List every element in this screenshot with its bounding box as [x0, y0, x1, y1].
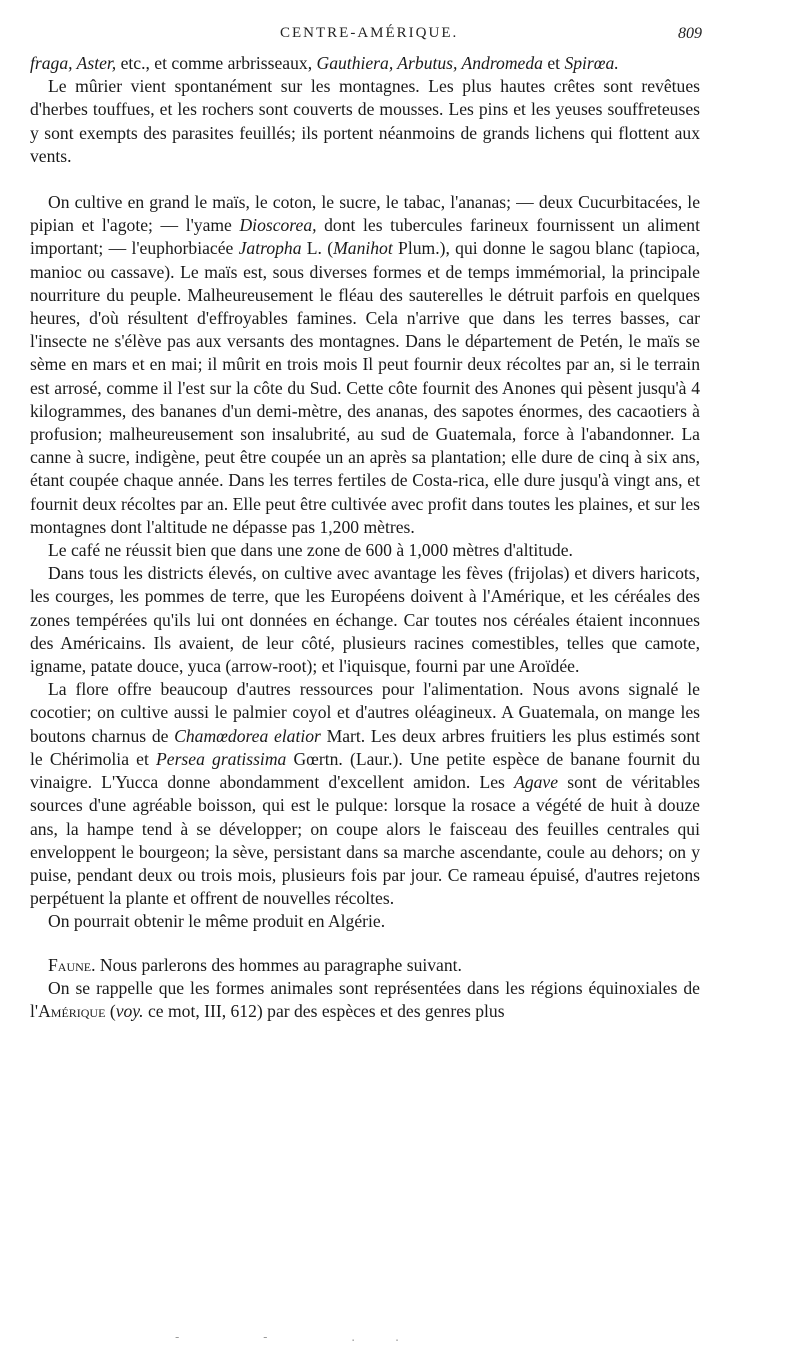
paragraph-cultivation: On cultive en grand le maïs, le coton, le sucre, le tabac, l'ananas; — deux Cucurbitacées, le pipian et l'agote; — l'yame Dioscorea, dont les tubercules farineux fournissent un aliment important; — l'euphorbiacée Jatropha L. (Manihot Plum.), qui donne le sagou blanc (tapioca, manioc ou cassave). Le maïs est, sous diverses formes et de temps immémorial, la principale nourriture du peuple. Malheureusement le fléau des sauterelles le détruit parfois en quelques heures, d'où résultent d'effroyables famines. Cela n'arrive que dans les terres basses, car l'insecte ne s'élève pas aux versants des montagnes. Dans le département de Petén, le maïs se sème en mars et en mai; il mûrit en trois mois Il peut fournir deux récoltes par an, si le terrain est arrosé, comme il l'est sur la côte du Sud. Cette côte fournit des Anones qui pèsent jusqu'à 4 kilogrammes, des bananes d'un demi-mètre, des ananas, des sapotes énormes, des cacaotiers à profusion; malheureusement son insalubrité, au sud de Guatemala, force à l'abandonner. La canne à sucre, indigène, peut être coupée un an après sa plantation; elle dure de cinq à six ans, étant coupée chaque année. Dans les terres fertiles de Costa-rica, elle dure jusqu'à vingt ans, et fournit deux récoltes par an. Elle peut être cultivée avec profit dans toutes les plaines, et sur les montagnes dont l'altitude ne dépasse pas 1,200 mètres. [30, 192, 701, 537]
paragraph-animal-forms: On se rappelle que les formes animales sont représentées dans les régions équinoxiales de l'Amérique (voy. ce mot, III, 612) par des espèces et des genres plus [30, 977, 700, 1021]
page-number: 809 [678, 25, 702, 42]
book-page [30, 22, 700, 1023]
spacer [30, 168, 700, 191]
paragraph-algeria: On pourrait obtenir le même produit en Algérie. [48, 911, 386, 932]
paragraph-flora: La flore offre beaucoup d'autres ressources pour l'alimentation. Nous avons signalé le cocotier; on cultive aussi le palmier coyol et d'autres oléagineux. A Guatemala, on mange les boutons charnus de Chamœdorea elatior Mart. Les deux arbres fruitiers les plus estimés sont le Chérimolia et Persea gratissima Gœrtn. (Laur.). Une petite espèce de banane fournit du vinaigre. L'Yucca donne abondamment d'excellent amidon. Les Agave sont de véritables sources d'une agréable boisson, qui est le pulque: lorsque la rosace a végété de huit à douze ans, la hampe tend à se développer; on coupe alors le faisceau des feuilles centrales qui enveloppent le bourgeon; la sève, persistant dans sa marche ascendante, coule au dehors; on y puise, pendant deux ou trois mois, plusieurs fois par jour. Ce rameau épuisé, d'autres rejetons perpétuent la plante et offrent de nouvelles récoltes. [30, 679, 700, 909]
running-title: CENTRE-AMÉRIQUE. [280, 25, 459, 41]
paragraph-coffee: Le café ne réussit bien que dans une zone de 600 à 1,000 mètres d'altitude. [48, 540, 573, 561]
page-bottom-specks: - - .. [175, 1330, 439, 1344]
paragraph-continuation: fraga, Aster, etc., et comme arbrisseaux, Gauthiera, Arbutus, Andromeda et Spirœa. [30, 53, 619, 73]
page-header [30, 22, 700, 52]
paragraph-mulberry: Le mûrier vient spontanément sur les montagnes. Les plus hautes crêtes sont revêtues d'herbes touffues, et les rochers sont couverts de mousses. Les pins et les yeuses souffreteuses y sont exempts des parasites feuillés; ils portent néanmoins de grands lichens qui flottent aux vents. [30, 76, 700, 166]
paragraph-fauna: Faune. Nous parlerons des hommes au paragraphe suivant. [48, 954, 462, 975]
section-heading-fauna: Faune. [48, 954, 96, 975]
spacer [30, 934, 700, 954]
paragraph-districts: Dans tous les districts élevés, on cultive avec avantage les fèves (frijolas) et divers haricots, les courges, les pommes de terre, que les Européens doivent à l'Amérique, et les céréales des zones tempérées qu'ils lui ont données en échange. Car toutes nos céréales étaient inconnues des Américains. Ils avaient, de leur côté, plusieurs racines comestibles, telles que camote, igname, patate douce, yuca (arrow-root); et l'iquisque, fourni par une Aroïdée. [30, 563, 700, 677]
